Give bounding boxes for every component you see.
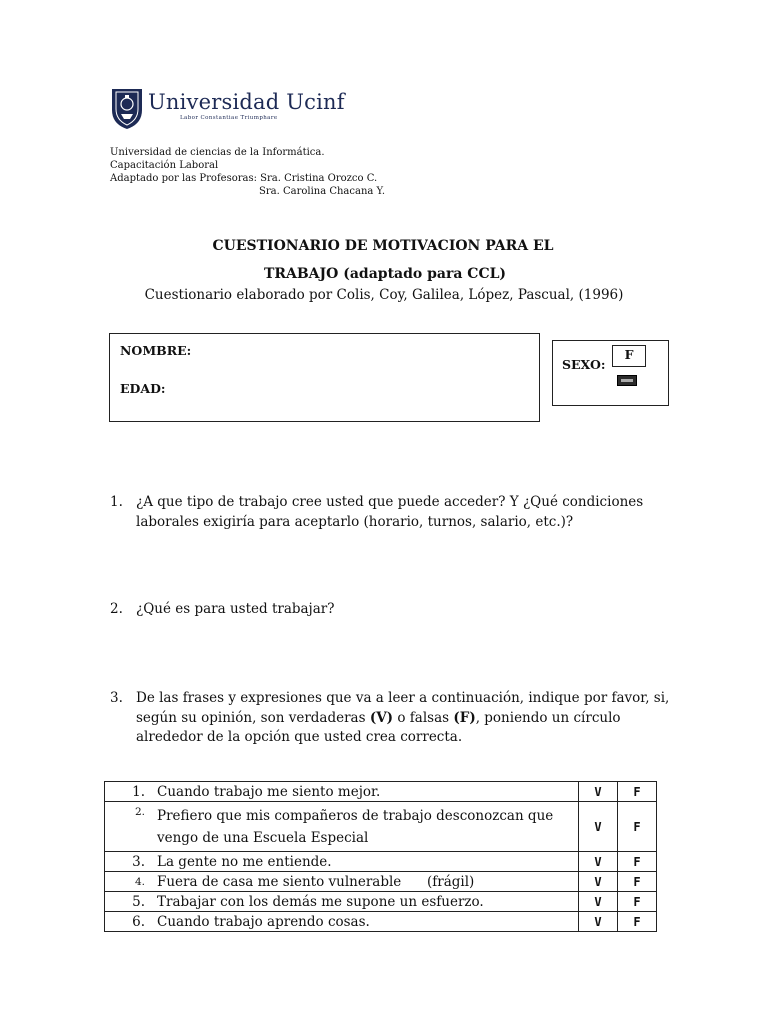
table-row [105,872,657,892]
row-text-line-2: vengo de una Escuela Especial [157,829,369,846]
row-text: Cuando trabajo aprendo cosas. [157,912,579,932]
true-option[interactable]: V [579,872,618,892]
true-option[interactable]: V [579,782,618,802]
question-3-text-c: , poniendo un círculo alrededor de la opción que usted crea correcta. [136,709,621,745]
sexo-label: SEXO: [562,357,606,372]
question-2 [110,600,670,620]
true-option[interactable]: V [579,802,618,852]
row-text: Fuera de casa me siento vulnerable (frágil) [157,872,579,892]
table-row [105,852,657,872]
header-line-3: Adaptado por las Profesoras: Sra. Cristina Orozco C. [110,173,378,184]
false-option[interactable]: F [618,852,657,872]
question-3 [110,689,670,748]
table-row [105,892,657,912]
question-3-bold-f: (F) [453,709,476,726]
question-1 [110,493,670,532]
question-2-text: ¿Qué es para usted trabajar? [136,601,335,617]
sexo-checkbox-icon[interactable] [617,375,637,386]
nombre-label: NOMBRE: [120,343,192,358]
question-3-bold-v: (V) [369,709,394,726]
table-row [105,912,657,932]
row-number: 2. [105,802,158,852]
true-option[interactable]: V [579,892,618,912]
name-age-box [109,333,540,422]
question-3-text-a: De las frases y expresiones que va a leer a continuación, indique por favor, si, según su opinión, son verdaderas [136,690,670,726]
false-option[interactable]: F [618,802,657,852]
row-number: 1. [105,782,158,802]
row-number: 5. [105,892,158,912]
logo-name: Universidad Ucinf [148,90,345,114]
row-text-line-1: Prefiero que mis compañeros de trabajo desconozcan que [157,807,554,824]
question-2-number: 2. [110,601,123,617]
sexo-f-option[interactable]: F [612,345,646,367]
university-logo [110,86,350,130]
page-subtitle: Cuestionario elaborado por Colis, Coy, Galilea, López, Pascual, (1996) [144,287,624,303]
true-option[interactable]: V [579,852,618,872]
row-text: Cuando trabajo me siento mejor. [157,782,579,802]
question-1-number: 1. [110,494,123,510]
header-line-4: Sra. Carolina Chacana Y. [259,186,386,197]
page-title-line-2: TRABAJO (adaptado para CCL) [263,266,507,282]
false-option[interactable]: F [618,912,657,932]
shield-crest-icon [110,86,144,130]
false-option[interactable]: F [618,892,657,912]
question-3-number: 3. [110,690,123,706]
question-1-text: ¿A que tipo de trabajo cree usted que puede acceder? Y ¿Qué condiciones laborales exigiría para aceptarlo (horario, turnos, salario, etc.)? [136,494,644,530]
table-row [105,802,657,852]
false-option[interactable]: F [618,872,657,892]
row-number: 4. [105,872,158,892]
sexo-box [552,340,669,406]
header-line-1: Universidad de ciencias de la Informática. [110,147,325,158]
statements-table [104,781,657,932]
question-3-text [136,689,670,748]
row-text: La gente no me entiende. [157,852,579,872]
page-title-line-1: CUESTIONARIO DE MOTIVACION PARA EL [212,238,554,254]
header-line-2: Capacitación Laboral [110,160,219,171]
edad-label: EDAD: [120,381,166,396]
row-number: 3. [105,852,158,872]
question-3-text-b: o falsas [393,709,454,726]
table-row [105,782,657,802]
false-option[interactable]: F [618,782,657,802]
logo-motto: Labor Constantiae Triumphare [180,115,278,121]
true-option[interactable]: V [579,912,618,932]
row-text [157,802,579,852]
row-number: 6. [105,912,158,932]
row-text: Trabajar con los demás me supone un esfuerzo. [157,892,579,912]
